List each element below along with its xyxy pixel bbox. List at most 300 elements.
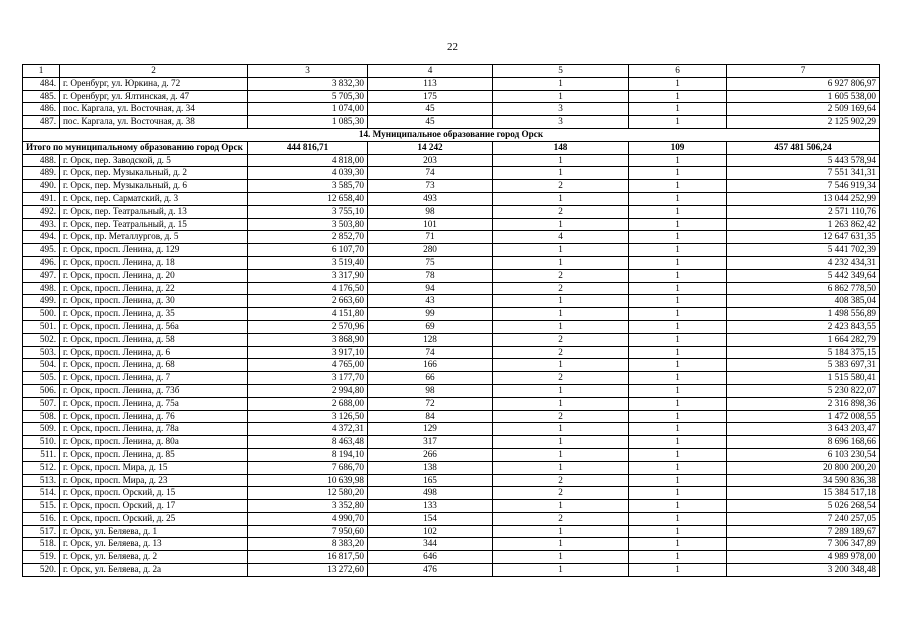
table-cell-c6: 1 xyxy=(629,116,727,129)
table-cell-residents: 476 xyxy=(368,564,493,577)
table-cell-area: 4 990,70 xyxy=(248,512,368,525)
table-row xyxy=(23,525,880,538)
table-cell-num: 496. xyxy=(23,256,60,269)
table-cell-num: 511. xyxy=(23,448,60,461)
table-cell-area: 4 818,00 xyxy=(248,154,368,167)
table-cell-num: 493. xyxy=(23,218,60,231)
table-row xyxy=(23,256,880,269)
table-row xyxy=(23,116,880,129)
table-cell-c6: 1 xyxy=(629,256,727,269)
table-cell-num: 515. xyxy=(23,500,60,513)
table-cell-area: 3 755,10 xyxy=(248,205,368,218)
table-cell-area: 8 463,48 xyxy=(248,436,368,449)
table-cell-amount: 7 240 257,05 xyxy=(727,512,880,525)
table-cell-num: 512. xyxy=(23,461,60,474)
table-row xyxy=(23,538,880,551)
table-row xyxy=(23,448,880,461)
table-cell-address: г. Орск, просп. Ленина, д. 18 xyxy=(60,256,248,269)
table-row xyxy=(23,436,880,449)
total-cell-area: 444 816,71 xyxy=(248,141,368,154)
table-cell-c6: 1 xyxy=(629,512,727,525)
table-cell-address: г. Орск, ул. Беляева, д. 13 xyxy=(60,538,248,551)
table-cell-num: 503. xyxy=(23,346,60,359)
table-cell-address: г. Орск, пр. Металлургов, д. 5 xyxy=(60,231,248,244)
table-row xyxy=(23,423,880,436)
table-cell-num: 505. xyxy=(23,372,60,385)
total-cell-amount: 457 481 506,24 xyxy=(727,141,880,154)
table-cell-amount: 13 044 252,99 xyxy=(727,192,880,205)
table-row xyxy=(23,333,880,346)
table-cell-area: 6 107,70 xyxy=(248,244,368,257)
table-cell-c5: 1 xyxy=(493,218,629,231)
table-cell-c5: 1 xyxy=(493,500,629,513)
table-cell-area: 4 765,00 xyxy=(248,359,368,372)
table-row xyxy=(23,180,880,193)
table-cell-c5: 1 xyxy=(493,90,629,103)
table-cell-address: г. Орск, пер. Театральный, д. 15 xyxy=(60,218,248,231)
table-cell-residents: 154 xyxy=(368,512,493,525)
table-cell-c5: 1 xyxy=(493,525,629,538)
table-cell-amount: 6 862 778,50 xyxy=(727,282,880,295)
table-cell-amount: 5 184 375,15 xyxy=(727,346,880,359)
table-cell-num: 520. xyxy=(23,564,60,577)
table-cell-area: 3 126,50 xyxy=(248,410,368,423)
register-table xyxy=(22,64,880,577)
table-cell-residents: 280 xyxy=(368,244,493,257)
table-cell-area: 2 994,80 xyxy=(248,384,368,397)
table-cell-residents: 113 xyxy=(368,77,493,90)
table-cell-c5: 1 xyxy=(493,167,629,180)
table-row xyxy=(23,564,880,577)
table-cell-c6: 1 xyxy=(629,333,727,346)
table-cell-num: 495. xyxy=(23,244,60,257)
table-cell-residents: 344 xyxy=(368,538,493,551)
table-cell-residents: 98 xyxy=(368,384,493,397)
table-cell-area: 12 658,40 xyxy=(248,192,368,205)
table-cell-num: 508. xyxy=(23,410,60,423)
table-cell-amount: 1 515 580,41 xyxy=(727,372,880,385)
table-cell-c6: 1 xyxy=(629,397,727,410)
table-cell-c6: 1 xyxy=(629,103,727,116)
table-cell-amount: 7 551 341,31 xyxy=(727,167,880,180)
table-cell-c5: 2 xyxy=(493,410,629,423)
table-cell-c5: 1 xyxy=(493,461,629,474)
table-cell-c5: 1 xyxy=(493,448,629,461)
table-cell-amount: 5 442 349,64 xyxy=(727,269,880,282)
table-cell-residents: 69 xyxy=(368,320,493,333)
table-cell-num: 494. xyxy=(23,231,60,244)
section-heading-row xyxy=(23,128,880,141)
table-cell-residents: 71 xyxy=(368,231,493,244)
table-cell-residents: 74 xyxy=(368,346,493,359)
table-cell-area: 4 176,50 xyxy=(248,282,368,295)
table-cell-amount: 2 316 898,36 xyxy=(727,397,880,410)
table-cell-num: 502. xyxy=(23,333,60,346)
table-cell-area: 3 585,70 xyxy=(248,180,368,193)
table-cell-amount: 20 800 200,20 xyxy=(727,461,880,474)
table-cell-residents: 317 xyxy=(368,436,493,449)
table-cell-amount: 4 989 978,00 xyxy=(727,551,880,564)
table-cell-c5: 2 xyxy=(493,282,629,295)
column-header: 1 xyxy=(23,65,60,78)
table-cell-num: 516. xyxy=(23,512,60,525)
table-cell-area: 3 352,80 xyxy=(248,500,368,513)
table-cell-area: 16 817,50 xyxy=(248,551,368,564)
table-cell-address: г. Орск, просп. Ленина, д. 73б xyxy=(60,384,248,397)
table-row xyxy=(23,282,880,295)
column-header: 5 xyxy=(493,65,629,78)
table-cell-c5: 2 xyxy=(493,333,629,346)
table-cell-amount: 15 384 517,18 xyxy=(727,487,880,500)
table-cell-num: 519. xyxy=(23,551,60,564)
table-cell-amount: 5 443 578,94 xyxy=(727,154,880,167)
table-cell-residents: 175 xyxy=(368,90,493,103)
table-cell-residents: 99 xyxy=(368,308,493,321)
table-cell-address: пос. Каргала, ул. Восточная, д. 38 xyxy=(60,116,248,129)
table-cell-c5: 1 xyxy=(493,423,629,436)
table-cell-c6: 1 xyxy=(629,564,727,577)
table-cell-residents: 74 xyxy=(368,167,493,180)
table-cell-amount: 6 103 230,54 xyxy=(727,448,880,461)
table-cell-address: г. Орск, ул. Беляева, д. 2 xyxy=(60,551,248,564)
table-cell-area: 3 503,80 xyxy=(248,218,368,231)
table-cell-amount: 7 289 189,67 xyxy=(727,525,880,538)
table-cell-c6: 1 xyxy=(629,346,727,359)
table-cell-num: 485. xyxy=(23,90,60,103)
table-cell-area: 3 317,90 xyxy=(248,269,368,282)
table-cell-area: 3 177,70 xyxy=(248,372,368,385)
table-row xyxy=(23,359,880,372)
table-cell-residents: 72 xyxy=(368,397,493,410)
table-cell-area: 2 852,70 xyxy=(248,231,368,244)
table-cell-area: 4 151,80 xyxy=(248,308,368,321)
table-row xyxy=(23,269,880,282)
column-header: 6 xyxy=(629,65,727,78)
table-cell-c6: 1 xyxy=(629,269,727,282)
table-cell-c5: 1 xyxy=(493,384,629,397)
table-cell-residents: 493 xyxy=(368,192,493,205)
table-cell-amount: 5 383 697,31 xyxy=(727,359,880,372)
table-row xyxy=(23,90,880,103)
table-cell-c5: 1 xyxy=(493,397,629,410)
table-cell-amount: 5 441 702,39 xyxy=(727,244,880,257)
table-cell-residents: 98 xyxy=(368,205,493,218)
table-row xyxy=(23,500,880,513)
table-cell-num: 490. xyxy=(23,180,60,193)
table-cell-num: 509. xyxy=(23,423,60,436)
table-row xyxy=(23,320,880,333)
table-cell-residents: 75 xyxy=(368,256,493,269)
table-row xyxy=(23,167,880,180)
table-cell-address: г. Орск, просп. Ленина, д. 6 xyxy=(60,346,248,359)
table-cell-residents: 165 xyxy=(368,474,493,487)
table-cell-address: г. Орск, пер. Музыкальный, д. 6 xyxy=(60,180,248,193)
table-cell-c5: 4 xyxy=(493,231,629,244)
table-cell-area: 13 272,60 xyxy=(248,564,368,577)
table-cell-address: г. Орск, просп. Орский, д. 17 xyxy=(60,500,248,513)
table-cell-residents: 129 xyxy=(368,423,493,436)
table-cell-c5: 1 xyxy=(493,551,629,564)
table-cell-amount: 2 423 843,55 xyxy=(727,320,880,333)
total-cell-residents: 14 242 xyxy=(368,141,493,154)
table-cell-amount: 34 590 836,38 xyxy=(727,474,880,487)
table-cell-c5: 1 xyxy=(493,436,629,449)
table-cell-num: 507. xyxy=(23,397,60,410)
table-cell-amount: 2 571 110,76 xyxy=(727,205,880,218)
table-cell-c5: 2 xyxy=(493,346,629,359)
table-row xyxy=(23,295,880,308)
table-cell-address: г. Орск, просп. Орский, д. 25 xyxy=(60,512,248,525)
table-cell-num: 514. xyxy=(23,487,60,500)
table-cell-address: г. Оренбург, ул. Ялтинская, д. 47 xyxy=(60,90,248,103)
table-cell-num: 492. xyxy=(23,205,60,218)
table-cell-num: 487. xyxy=(23,116,60,129)
table-row xyxy=(23,192,880,205)
table-cell-num: 510. xyxy=(23,436,60,449)
table-cell-c5: 1 xyxy=(493,320,629,333)
table-cell-c5: 1 xyxy=(493,154,629,167)
table-cell-area: 3 917,10 xyxy=(248,346,368,359)
table-cell-c5: 2 xyxy=(493,180,629,193)
table-cell-address: г. Орск, просп. Ленина, д. 20 xyxy=(60,269,248,282)
table-row xyxy=(23,77,880,90)
table-cell-residents: 128 xyxy=(368,333,493,346)
table-cell-residents: 498 xyxy=(368,487,493,500)
table-cell-c6: 1 xyxy=(629,90,727,103)
table-cell-residents: 203 xyxy=(368,154,493,167)
table-cell-area: 4 039,30 xyxy=(248,167,368,180)
total-cell-c5: 148 xyxy=(493,141,629,154)
table-cell-address: г. Орск, ул. Беляева, д. 1 xyxy=(60,525,248,538)
table-cell-c6: 1 xyxy=(629,423,727,436)
table-cell-address: г. Орск, пер. Театральный, д. 13 xyxy=(60,205,248,218)
table-cell-c5: 1 xyxy=(493,244,629,257)
table-cell-area: 3 519,40 xyxy=(248,256,368,269)
table-cell-area: 4 372,31 xyxy=(248,423,368,436)
table-cell-c6: 1 xyxy=(629,487,727,500)
table-cell-num: 486. xyxy=(23,103,60,116)
table-cell-address: г. Орск, просп. Орский, д. 15 xyxy=(60,487,248,500)
table-cell-address: г. Орск, ул. Беляева, д. 2а xyxy=(60,564,248,577)
table-row xyxy=(23,474,880,487)
table-cell-num: 498. xyxy=(23,282,60,295)
table-cell-amount: 2 509 169,64 xyxy=(727,103,880,116)
table-cell-area: 10 639,98 xyxy=(248,474,368,487)
table-cell-num: 513. xyxy=(23,474,60,487)
table-cell-residents: 45 xyxy=(368,116,493,129)
table-cell-c6: 1 xyxy=(629,244,727,257)
total-cell-label: Итого по муниципальному образованию город Орск xyxy=(23,141,248,154)
table-cell-c5: 1 xyxy=(493,308,629,321)
table-cell-address: г. Орск, просп. Ленина, д. 22 xyxy=(60,282,248,295)
table-cell-amount: 5 026 268,54 xyxy=(727,500,880,513)
table-cell-area: 12 580,20 xyxy=(248,487,368,500)
table-cell-address: г. Орск, просп. Ленина, д. 58 xyxy=(60,333,248,346)
table-cell-c6: 1 xyxy=(629,192,727,205)
table-row xyxy=(23,512,880,525)
table-cell-residents: 133 xyxy=(368,500,493,513)
table-cell-c6: 1 xyxy=(629,372,727,385)
table-cell-c6: 1 xyxy=(629,154,727,167)
table-cell-num: 517. xyxy=(23,525,60,538)
table-cell-address: г. Орск, пер. Заводской, д. 5 xyxy=(60,154,248,167)
table-cell-address: пос. Каргала, ул. Восточная, д. 34 xyxy=(60,103,248,116)
table-cell-num: 501. xyxy=(23,320,60,333)
table-cell-address: г. Орск, просп. Ленина, д. 35 xyxy=(60,308,248,321)
table-cell-residents: 73 xyxy=(368,180,493,193)
table-cell-address: г. Орск, просп. Ленина, д. 85 xyxy=(60,448,248,461)
table-row xyxy=(23,410,880,423)
column-header: 2 xyxy=(60,65,248,78)
table-cell-num: 504. xyxy=(23,359,60,372)
table-cell-area: 1 085,30 xyxy=(248,116,368,129)
table-cell-address: г. Оренбург, ул. Юркина, д. 72 xyxy=(60,77,248,90)
table-cell-residents: 84 xyxy=(368,410,493,423)
table-cell-area: 5 705,30 xyxy=(248,90,368,103)
table-cell-c6: 1 xyxy=(629,77,727,90)
table-cell-c5: 2 xyxy=(493,269,629,282)
table-cell-amount: 4 232 434,31 xyxy=(727,256,880,269)
table-cell-c6: 1 xyxy=(629,308,727,321)
table-cell-c6: 1 xyxy=(629,525,727,538)
table-cell-residents: 138 xyxy=(368,461,493,474)
section-title: 14. Муниципальное образование город Орск xyxy=(23,128,880,141)
table-cell-address: г. Орск, просп. Ленина, д. 80а xyxy=(60,436,248,449)
table-cell-c6: 1 xyxy=(629,500,727,513)
table-cell-c6: 1 xyxy=(629,474,727,487)
table-cell-area: 2 570,96 xyxy=(248,320,368,333)
table-cell-area: 3 868,90 xyxy=(248,333,368,346)
table-row xyxy=(23,244,880,257)
table-cell-amount: 1 605 538,00 xyxy=(727,90,880,103)
table-cell-c5: 2 xyxy=(493,487,629,500)
table-cell-c5: 1 xyxy=(493,359,629,372)
table-cell-num: 491. xyxy=(23,192,60,205)
table-cell-amount: 408 385,04 xyxy=(727,295,880,308)
table-cell-c5: 1 xyxy=(493,538,629,551)
table-header-row xyxy=(23,65,880,78)
table-cell-residents: 43 xyxy=(368,295,493,308)
table-row xyxy=(23,218,880,231)
table-cell-address: г. Орск, просп. Ленина, д. 30 xyxy=(60,295,248,308)
table-cell-c5: 2 xyxy=(493,474,629,487)
table-cell-c6: 1 xyxy=(629,320,727,333)
table-row xyxy=(23,231,880,244)
table-cell-address: г. Орск, просп. Ленина, д. 68 xyxy=(60,359,248,372)
table-row xyxy=(23,397,880,410)
table-cell-address: г. Орск, просп. Мира, д. 23 xyxy=(60,474,248,487)
column-header: 4 xyxy=(368,65,493,78)
table-cell-address: г. Орск, просп. Ленина, д. 56а xyxy=(60,320,248,333)
table-cell-c6: 1 xyxy=(629,167,727,180)
table-cell-area: 8 383,20 xyxy=(248,538,368,551)
table-cell-residents: 45 xyxy=(368,103,493,116)
table-cell-c5: 2 xyxy=(493,372,629,385)
table-cell-num: 497. xyxy=(23,269,60,282)
table-cell-c5: 2 xyxy=(493,205,629,218)
table-cell-residents: 78 xyxy=(368,269,493,282)
table-cell-area: 8 194,10 xyxy=(248,448,368,461)
table-cell-c5: 3 xyxy=(493,103,629,116)
table-cell-amount: 7 306 347,89 xyxy=(727,538,880,551)
table-cell-area: 2 688,00 xyxy=(248,397,368,410)
table-cell-num: 484. xyxy=(23,77,60,90)
table-cell-amount: 6 927 806,97 xyxy=(727,77,880,90)
table-cell-address: г. Орск, просп. Ленина, д. 129 xyxy=(60,244,248,257)
table-cell-address: г. Орск, просп. Ленина, д. 7 xyxy=(60,372,248,385)
table-cell-c6: 1 xyxy=(629,218,727,231)
table-cell-residents: 646 xyxy=(368,551,493,564)
table-cell-c6: 1 xyxy=(629,551,727,564)
table-cell-amount: 5 230 822,07 xyxy=(727,384,880,397)
table-cell-c6: 1 xyxy=(629,410,727,423)
table-cell-amount: 1 263 862,42 xyxy=(727,218,880,231)
table-cell-num: 489. xyxy=(23,167,60,180)
table-cell-num: 499. xyxy=(23,295,60,308)
table-cell-address: г. Орск, пер. Сарматский, д. 3 xyxy=(60,192,248,205)
table-cell-num: 518. xyxy=(23,538,60,551)
table-cell-amount: 2 125 902,29 xyxy=(727,116,880,129)
table-row xyxy=(23,384,880,397)
total-cell-c6: 109 xyxy=(629,141,727,154)
table-cell-c5: 1 xyxy=(493,192,629,205)
table-cell-c5: 1 xyxy=(493,77,629,90)
table-cell-amount: 1 472 008,55 xyxy=(727,410,880,423)
table-cell-amount: 7 546 919,34 xyxy=(727,180,880,193)
table-cell-amount: 1 664 282,79 xyxy=(727,333,880,346)
table-row xyxy=(23,205,880,218)
table-cell-residents: 101 xyxy=(368,218,493,231)
table-cell-residents: 166 xyxy=(368,359,493,372)
table-cell-amount: 8 696 168,66 xyxy=(727,436,880,449)
table-cell-c5: 2 xyxy=(493,512,629,525)
table-cell-c5: 1 xyxy=(493,295,629,308)
table-cell-residents: 66 xyxy=(368,372,493,385)
table-cell-c5: 3 xyxy=(493,116,629,129)
table-cell-c5: 1 xyxy=(493,256,629,269)
table-row xyxy=(23,461,880,474)
table-cell-amount: 3 200 348,48 xyxy=(727,564,880,577)
table-cell-address: г. Орск, просп. Ленина, д. 75а xyxy=(60,397,248,410)
table-cell-c6: 1 xyxy=(629,231,727,244)
table-cell-c6: 1 xyxy=(629,282,727,295)
page-number: 22 xyxy=(447,41,458,53)
table-cell-c6: 1 xyxy=(629,436,727,449)
table-cell-c6: 1 xyxy=(629,205,727,218)
table-cell-area: 2 663,60 xyxy=(248,295,368,308)
table-cell-address: г. Орск, просп. Ленина, д. 76 xyxy=(60,410,248,423)
table-cell-num: 488. xyxy=(23,154,60,167)
table-row xyxy=(23,308,880,321)
table-cell-c6: 1 xyxy=(629,295,727,308)
table-cell-c6: 1 xyxy=(629,461,727,474)
table-cell-c6: 1 xyxy=(629,180,727,193)
table-row xyxy=(23,103,880,116)
table-cell-c6: 1 xyxy=(629,359,727,372)
table-cell-address: г. Орск, пер. Музыкальный, д. 2 xyxy=(60,167,248,180)
table-cell-c6: 1 xyxy=(629,538,727,551)
table-cell-amount: 12 647 631,35 xyxy=(727,231,880,244)
table-cell-residents: 102 xyxy=(368,525,493,538)
table-cell-residents: 266 xyxy=(368,448,493,461)
column-header: 3 xyxy=(248,65,368,78)
table-cell-c6: 1 xyxy=(629,448,727,461)
table-cell-address: г. Орск, просп. Ленина, д. 78а xyxy=(60,423,248,436)
table-cell-c6: 1 xyxy=(629,384,727,397)
column-header: 7 xyxy=(727,65,880,78)
table-row xyxy=(23,154,880,167)
table-cell-area: 7 950,60 xyxy=(248,525,368,538)
